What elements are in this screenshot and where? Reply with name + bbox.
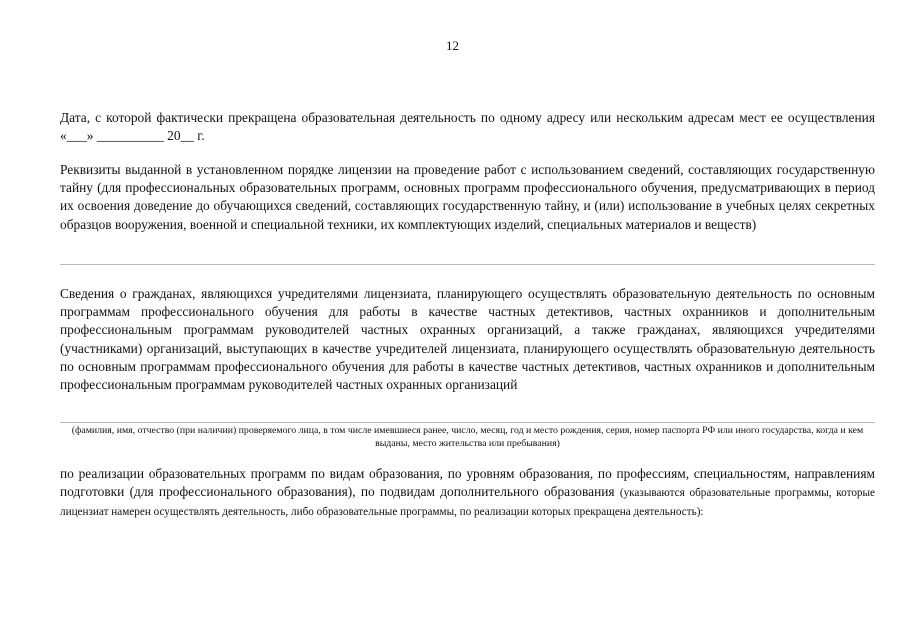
programs-main-text: по реализации образовательных программ по видам образования, по уровням образования, по профессиям, специальностям, направлениям подготовки (для профессионального образования), по подвидам дополнительного образования — [60, 466, 875, 500]
person-info-caption: (фамилия, имя, отчество (при наличии) проверяемого лица, в том числе имевшиеся ранее, число, месяц, год и место рождения, серия, номер паспорта РФ или иного государства, когда и кем выданы, место жительства или пребывания) — [71, 425, 864, 449]
page-number: 12 — [446, 38, 459, 53]
programs-note-text: (указываются образовательные программы, которые лицензиат намерен осуществлять деятельность, либо образовательные программы, по реализации которых прекращена деятельность): — [60, 487, 875, 519]
license-details-fill-line — [60, 264, 875, 265]
license-details-paragraph: Реквизиты выданной в установленном порядке лицензии на проведение работ с использованием сведений, составляющих государственную тайну (для профессиональных образовательных программ, основных программ профессионального обучения, предусматривающих в период их освоения доведение до обучающихся сведений, составляющих государственную тайну, и (или) использование в учебных целях секретных образцов вооружения, военной и специальной техники, их комплектующих изделий, специальных материалов и веществ) — [60, 162, 875, 232]
cessation-date-paragraph: Дата, с которой фактически прекращена образовательная деятельность по одному адресу или нескольким адресам мест ее осуществления «___» __________ 20__ г. — [60, 110, 875, 144]
programs-paragraph — [60, 465, 875, 522]
person-info-fill-line — [60, 422, 875, 423]
founders-info-paragraph: Сведения о гражданах, являющихся учредителями лицензиата, планирующего осуществлять образовательную деятельность по основным программам профессионального обучения для работы в качестве частных детективов, частных охранников и дополнительным профессиональным программам руководителей частных охранных организаций, а также гражданах, являющихся учредителями (участниками) организаций, выступающих в качестве учредителей лицензиата, планирующего осуществлять образовательную деятельность по основным программам профессионального обучения для работы в качестве частных детективов, частных охранников и дополнительным профессиональным программам руководителей частных охранных организаций — [60, 286, 875, 393]
